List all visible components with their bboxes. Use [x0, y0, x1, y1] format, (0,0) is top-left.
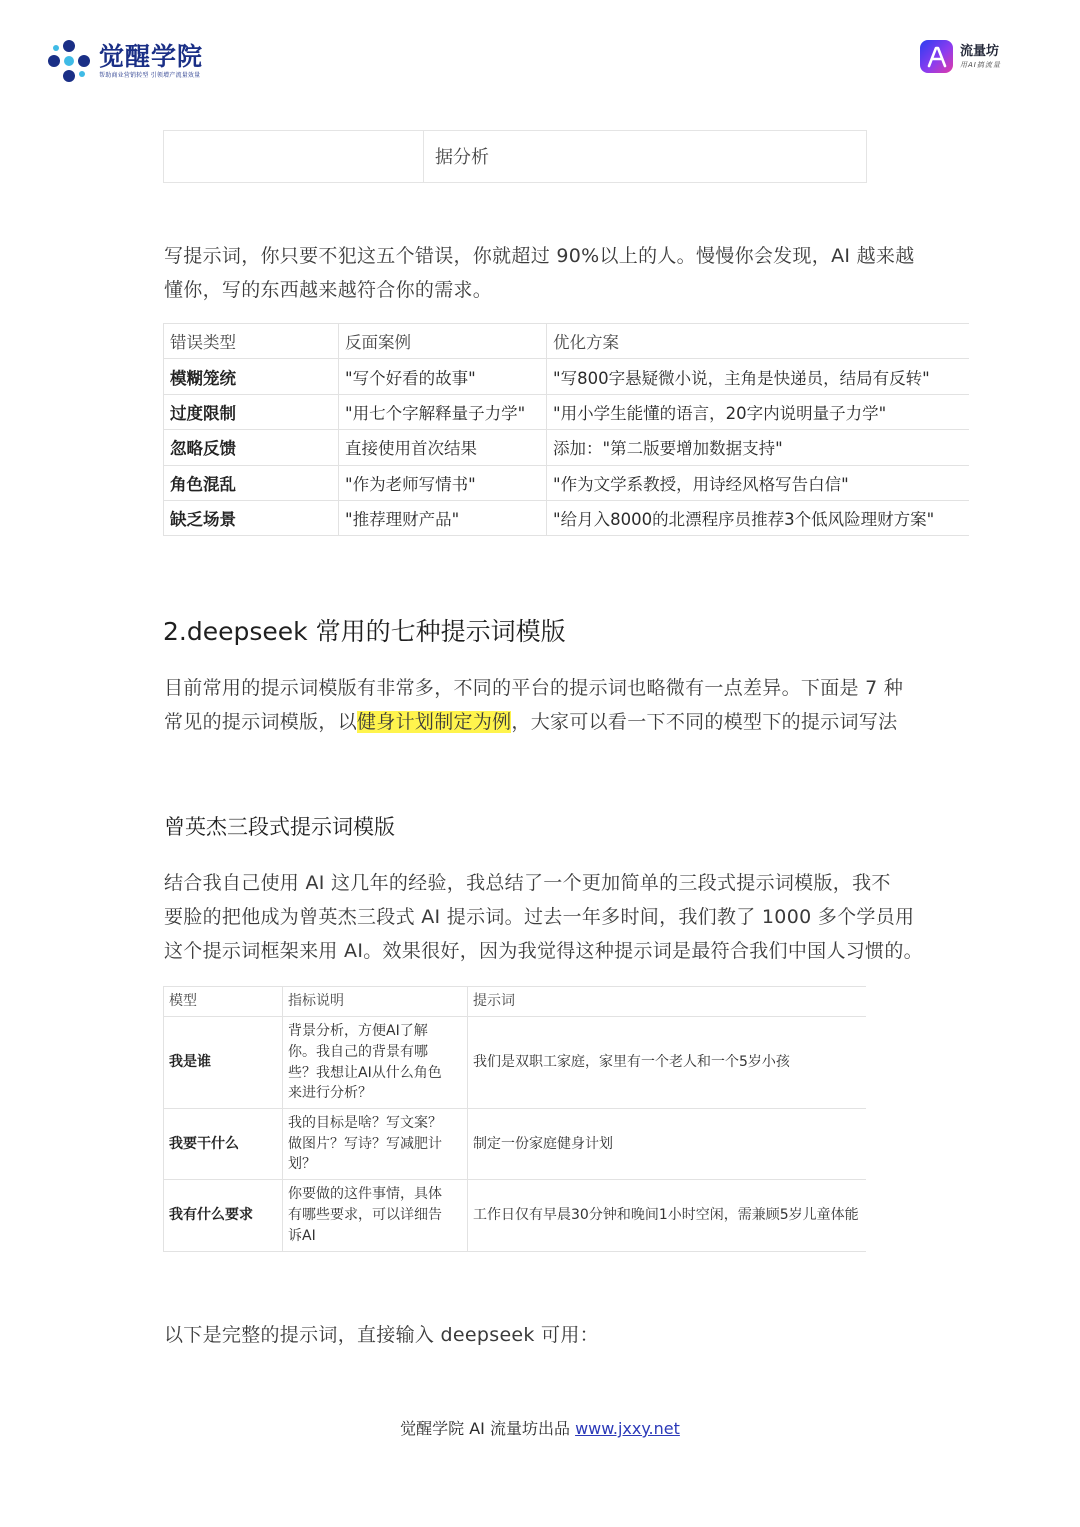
description-line: 我的目标是啥？写文案？ — [288, 1114, 442, 1131]
table-header-cell: 优化方案 — [547, 324, 970, 359]
description-line: 做图片？写诗？写减肥计 — [288, 1135, 442, 1152]
error-type-cell: 忽略反馈 — [164, 430, 339, 465]
model-cell: 我有什么要求 — [164, 1180, 283, 1252]
description-line: 来进行分析？ — [288, 1085, 372, 1102]
brand-title: 觉醒学院 — [99, 41, 204, 71]
body-line: 要脸的把他成为曾英杰三段式 AI 提示词。过去一年多时间，我们教了 1000 多个学员用 — [164, 906, 915, 928]
model-cell: 我是谁 — [164, 1017, 283, 1109]
bad-example-cell: "作为老师写情书" — [339, 465, 547, 500]
three-part-template-table — [163, 986, 866, 1252]
description-line: 你要做的这件事情，具体 — [288, 1186, 442, 1203]
table-header-cell: 指标说明 — [283, 987, 468, 1017]
intro-line: 写提示词，你只要不犯这五个错误，你就超过 90%以上的人。慢慢你会发现，AI 越来越 — [164, 245, 915, 267]
partner-subtitle: 用AI搞流量 — [960, 60, 1001, 69]
intro-line: 懂你，写的东西越来越符合你的需求。 — [164, 279, 493, 301]
body-line: 结合我自己使用 AI 这几年的经验，我总结了一个更加简单的三段式提示词模版，我不 — [164, 872, 891, 894]
highlighted-text: 健身计划制定为例 — [357, 711, 512, 733]
table-header-cell: 提示词 — [468, 987, 867, 1017]
table-header-row — [164, 324, 970, 359]
table-cell — [164, 131, 424, 182]
table-row — [164, 1017, 867, 1109]
partner-logo — [920, 40, 1001, 73]
description-line: 有哪些要求，可以详细告 — [288, 1207, 442, 1224]
description-cell — [283, 1109, 468, 1180]
partner-title: 流量坊 — [960, 43, 1000, 59]
error-type-cell: 缺乏场景 — [164, 500, 339, 535]
body-text: ，大家可以看一下不同的模型下的提示词写法 — [511, 711, 898, 733]
body-text: 常见的提示词模版，以 — [164, 711, 358, 733]
table-header-cell: 模型 — [164, 987, 283, 1017]
table-row — [164, 430, 970, 465]
partner-a-icon — [920, 40, 953, 73]
table-header-row — [164, 987, 867, 1017]
error-type-cell: 模糊笼统 — [164, 359, 339, 394]
brand-subtitle: 帮助商业营销转型 引领增产流量效量 — [99, 71, 201, 79]
page-footer — [0, 1416, 1080, 1439]
table-header-cell: 反面案例 — [339, 324, 547, 359]
footer-text: 觉醒学院 AI 流量坊出品 — [400, 1419, 576, 1438]
table-row — [164, 1180, 867, 1252]
error-type-cell: 角色混乱 — [164, 465, 339, 500]
bad-example-cell: "推荐理财产品" — [339, 500, 547, 535]
improvement-cell: 添加："第二版要增加数据支持" — [547, 430, 970, 465]
subsection-heading: 曾英杰三段式提示词模版 — [164, 815, 395, 839]
table-row — [164, 359, 970, 394]
description-cell — [283, 1017, 468, 1109]
improvement-cell: "作为文学系教授，用诗经风格写告白信" — [547, 465, 970, 500]
continued-table — [163, 130, 867, 183]
prompt-cell: 我们是双职工家庭，家里有一个老人和一个5岁小孩 — [468, 1017, 867, 1109]
description-line: 划？ — [288, 1156, 316, 1173]
prompt-cell: 工作日仅有早晨30分钟和晚间1小时空闲，需兼顾5岁儿童体能 — [468, 1180, 867, 1252]
table-row — [164, 394, 970, 429]
description-line: 些？我想让AI从什么角色 — [288, 1064, 442, 1081]
brand-molecule-icon — [48, 40, 90, 82]
body-line: 以下是完整的提示词，直接输入 deepseek 可用： — [164, 1324, 599, 1346]
description-line: 背景分析，方便AI了解 — [288, 1023, 428, 1040]
error-types-table — [163, 323, 969, 536]
bad-example-cell: "用七个字解释量子力学" — [339, 394, 547, 429]
description-line: 你。我自己的背景有哪 — [288, 1043, 428, 1060]
body-line — [164, 705, 897, 739]
table-row — [164, 500, 970, 535]
table-row — [164, 465, 970, 500]
body-line: 这个提示词框架来用 AI。效果很好，因为我觉得这种提示词是最符合我们中国人习惯的。 — [164, 940, 923, 962]
website-link[interactable]: www.jxxy.net — [575, 1419, 680, 1438]
brand-logo — [48, 40, 203, 82]
model-cell: 我要干什么 — [164, 1109, 283, 1180]
improvement-cell: "用小学生能懂的语言，20字内说明量子力学" — [547, 394, 970, 429]
table-header-cell: 错误类型 — [164, 324, 339, 359]
bad-example-cell: 直接使用首次结果 — [339, 430, 547, 465]
body-line: 目前常用的提示词模版有非常多，不同的平台的提示词也略微有一点差异。下面是 7 种 — [164, 677, 904, 699]
improvement-cell: "给月入8000的北漂程序员推荐3个低风险理财方案" — [547, 500, 970, 535]
error-type-cell: 过度限制 — [164, 394, 339, 429]
prompt-cell: 制定一份家庭健身计划 — [468, 1109, 867, 1180]
improvement-cell: "写800字悬疑微小说，主角是快递员，结局有反转" — [547, 359, 970, 394]
section-heading: 2.deepseek 常用的七种提示词模版 — [163, 617, 566, 646]
description-line: 诉AI — [288, 1227, 316, 1244]
table-cell: 据分析 — [435, 147, 489, 168]
table-row — [164, 1109, 867, 1180]
bad-example-cell: "写个好看的故事" — [339, 359, 547, 394]
description-cell — [283, 1180, 468, 1252]
